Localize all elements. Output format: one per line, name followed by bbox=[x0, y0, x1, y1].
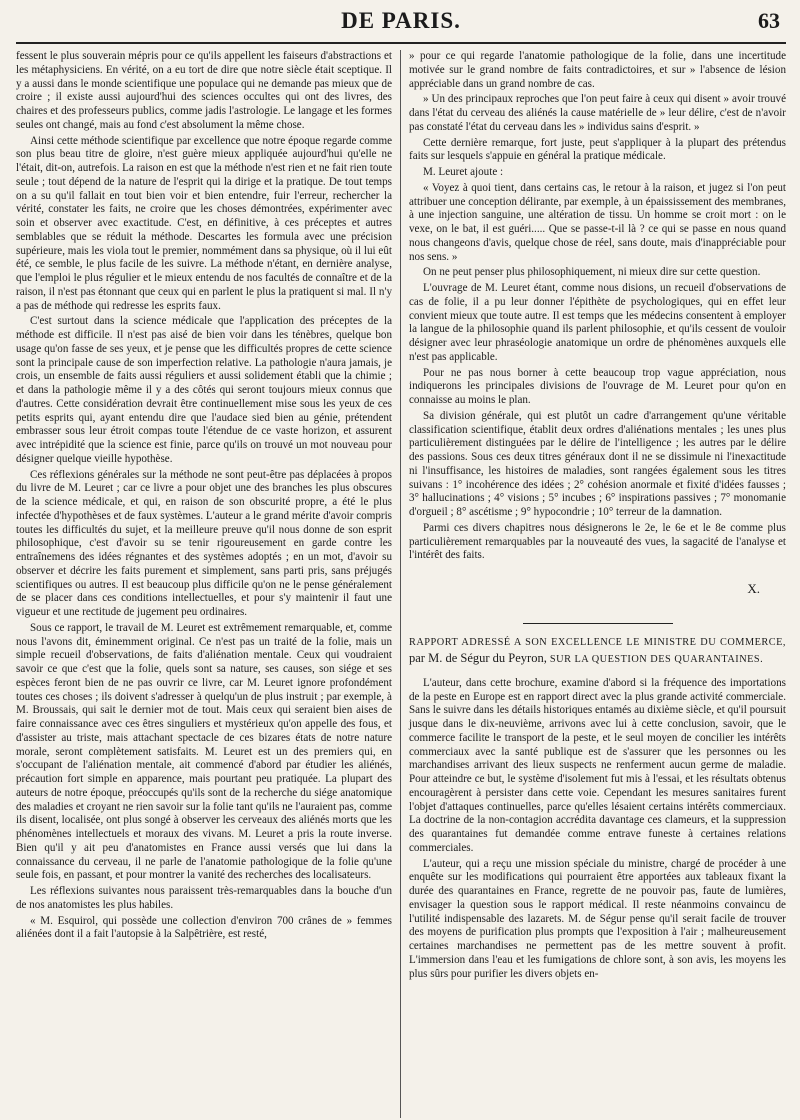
page-title: DE PARIS. bbox=[341, 8, 461, 33]
paragraph: L'auteur, dans cette brochure, examine d'abord si la fréquence des importations de la peste en Europe est en rapport direct avec la plus grande activité commerciale. Sans le suivre dans les détails historiques entamés au dixième siècle, et qu'il poursuit jusque dans le dix-neuvième, arrivons avec lui à cette conclusion, savoir, que le commerce facilite le transport de la peste, et le seul moyen de concilier les intérêts commerciaux avec la santé publique est de s'assurer que les personnes ou les marchandises arrivant des lieux suspects ne renferment aucun germe de maladie. Pour atteindre ce but, le système d'isolement fut mis à l'essai, et les résultats obtenus encouragèrent à persister dans cette voie. Cependant les mesures sanitaires furent l'objet d'attaques continuelles, parce qu'elles lésaient certains intérêts commerciaux. La doctrine de la non-contagion accrédita davantage ces clameurs, et la suppression des quarantaines fut demandée comme entrave funeste à certaines relations commerciales. bbox=[409, 676, 786, 854]
paragraph: fessent le plus souverain mépris pour ce qu'ils appellent les faiseurs d'abstractions et les métaphysiciens. En vérité, on a eu tort de dire que notre siècle était sceptique. Il y a aussi dans le monde scientifique une populace qui ne demande pas mieux que de croire ; il existe aussi aujourd'hui des sciences occultes qui ont des livres, des chaires et des professeurs publics, comme jadis l'astrologie. Le langage et les formes seules ont changé, mais au fond c'est absolument la même chose. bbox=[16, 50, 392, 131]
article-heading bbox=[409, 636, 786, 667]
heading-author: par M. de Ségur du Peyron, bbox=[409, 651, 547, 665]
text-columns bbox=[16, 50, 786, 1118]
paragraph: Pour ne pas nous borner à cette beaucoup trop vague appréciation, nous indiquerons les principales divisions de l'ouvrage de M. Leuret pour qu'on en connaisse au moins le plan. bbox=[409, 366, 786, 406]
paragraph: L'auteur, qui a reçu une mission spéciale du ministre, chargé de procéder à une enquête sur les modifications qui pourraient être apportées aux tableaux fixant la durée des quarantaines en France, regrette de ne pouvoir pas, faute de lumières, envisager la question sous le rapport médical. Il reste néanmoins convaincu de l'utilité indispensable des lazarets. M. de Ségur pense qu'il serait facile de trouver des moyens de purification plus prompts que l'exposition à l'air ; malheureusement certaines marchandises ne permettent pas de les mettre souvent à profit. L'immersion dans l'eau et les fumigations de chlore sont, à son avis, les moyens les plus sûrs pour purifier les divers objets en- bbox=[409, 857, 786, 980]
right-column bbox=[401, 50, 786, 1118]
paragraph: On ne peut penser plus philosophiquement, ni mieux dire sur cette question. bbox=[423, 266, 761, 279]
article-signature: X. bbox=[747, 581, 760, 596]
page-number: 63 bbox=[758, 8, 780, 33]
paragraph: Les réflexions suivantes nous paraissent très-remarquables dans la bouche d'un de nos anatomistes les plus habiles. bbox=[16, 885, 392, 911]
quote-paragraph: « M. Esquirol, qui possède une collection d'environ 700 crânes de » femmes aliénées dont il a fait l'autopsie à la Salpêtrière, est resté, bbox=[16, 914, 392, 941]
quote-paragraph: « Voyez à quoi tient, dans certains cas, le retour à la raison, et jugez si l'on peut attribuer une conception délirante, par exemple, à un épaississement des membranes, à une injection sanguine, une altération de tissu. Un homme se croit mort : on le vexe, on le bat, il est guéri..... Que se passe-t-il là ? ce qui se passe en nous quand nous changeons d'avis, quelque chose de réel, sans doute, mais d'inappréciable pour nos sens. » bbox=[409, 181, 786, 263]
quote-paragraph: » Un des principaux reproches que l'on peut faire à ceux qui disent » avoir trouvé dans l'état du cerveau des aliénés la cause matérielle de » leur délire, c'est de n'avoir pas constaté l'état du cerveau dans les » individus sains d'esprit. » bbox=[409, 93, 786, 133]
page-header bbox=[16, 0, 786, 44]
left-column bbox=[16, 50, 401, 1118]
heading-part-1: RAPPORT ADRESSÉ A SON EXCELLENCE LE MINISTRE DU COMMERCE, bbox=[409, 637, 786, 649]
quote-paragraph: » pour ce qui regarde l'anatomie pathologique de la folie, dans une incertitude motivée sur le grand nombre de faits contradictoires, et sur » l'absence de lésion appréciable dans un grand nombre de cas. bbox=[409, 50, 786, 90]
paragraph: C'est surtout dans la science médicale que l'application des préceptes de la méthode est difficile. Il n'est pas aisé de bien voir dans les ténèbres, quelque bon usage qu'on fasse de ses yeux, et je pense que les difficultés propres de cette science sont la principale cause de son imperfection relative. La pathologie n'aura jamais, je crois, un ensemble de faits aussi réguliers et aussi solidement établi que la chimie ; et dans la pathologie même il y a des côtés qui seront toujours mieux connus que d'autres. Cette considération devrait être continuellement mise sous les yeux de ces petits esprits qui, ayant entendu dire que l'audace sied bien au génie, prétendent embrasser sous leur étroit compas toute l'étendue de ce vaste horizon, et assurent avec intrépidité que la science est finie, parce qu'ils on trouvé un mot nouveau pour désigner quelque vieille hypothèse. bbox=[16, 315, 392, 465]
section-divider bbox=[523, 623, 673, 624]
paragraph: Ainsi cette méthode scientifique par excellence que notre époque regarde comme son plus beau titre de gloire, n'est guère mieux appliquée aujourd'hui qu'elle ne l'était, dit-on, autrefois. La raison en est que la méthode n'est rien et ne fait rien toute seule ; tout dépend de la nature de l'esprit qui la dirige et la pratique. De tout temps on a su qu'il fallait en tout bien voir et bien entendre, fuir l'erreur, rechercher la vérité, constater les faits, ne croire que les choses démontrées, expérimenter avec soin et observer avec exactitude. C'est, en définitive, à ces préceptes et autres semblables que se réduit la méthode. Descartes les formula avec une précision supérieure, mais les viola tout le premier, nommément dans sa physique, où il lui eût été, ce semble, le plus facile de les suivre. La méthode n'étant, en dernière analyse, que l'emploi le plus régulier et le mieux entendu de nos facultés de connaître et de la raison, il n'est pas étonnant que ceux qui en parlent le plus la pratiquent si mal. Il n'y a pas de méthode qui redresse les esprits faux. bbox=[16, 134, 392, 312]
heading-part-2: SUR LA QUESTION DES QUARANTAINES. bbox=[549, 654, 764, 665]
paragraph: Sous ce rapport, le travail de M. Leuret est extrêmement remarquable, et, comme nous l'avons dit, éminemment original. Ce n'est pas un traité de la folie, mais un simple recueil d'observations, de faits d'aliénation mentale. Ceux qui voudraient savoir ce que c'est que la folie, quels sont sa nature, ses causes, son siége et ses espèces feront bien de ne pas ouvrir ce livre, car M. Leuret ignore profondément toutes ces choses ; ils doivent s'adresser à quelqu'un de plus instruit ; par exemple, à M. Broussais, qui sait le dernier mot de tout. Mais ceux qui seraient bien aises de faire connaissance avec ces êtres singuliers et mystérieux qu'on appelle des fous, et d'assister au triste, mais attachant spectacle de ces bizares états de notre nature morale, seront complètement satisfaits. M. Leuret est un des premiers qui, en s'occupant de l'aliénation mentale, ait commencé d'abord par étudier les aliénés, précaution fort simple en apparence, mais pourtant peu pratiquée. La plupart des auteurs de notre époque, préoccupés qu'ils sont de la recherche du siége anatomique des maladies et croyant ne rien savoir sur la folie tant qu'ils ne l'auraient pas, comme ils disent, localisée, ont plus songé à observer les cerveaux des aliénés morts que les phénomènes intellectuels et moraux des vivans. M. Leuret a pris la route inverse. Bien qu'il y ait peu d'anatomistes en France aussi versés que lui dans la connaissance du cerveau, il ne parle de l'anatomie pathologique de la folie qu'une seule fois, en passant, et pour montrer la vanité des recherches des localisateurs. bbox=[16, 621, 392, 882]
paragraph: M. Leuret ajoute : bbox=[423, 166, 504, 178]
paragraph: Sa division générale, qui est plutôt un cadre d'arrangement qu'une véritable classification scientifique, établit deux ordres d'aliénations mentales ; les unes plus particulièrement distinguées par le délire de l'intelligence ; les autres par le délire des passions. Sous ces deux titres généraux dont il ne se dissimule ni l'inexactitude ni l'insuffisance, les histoires de maladies, sont rangées également sous les titres suivans : 1° incohérence des idées ; 2° cohésion anormale et fixité d'idées fausses ; 3° hallucinations ; 4° visions ; 5° incubes ; 6° inspirations passives ; 7° monomanie d'orgueil ; 8° ascétisme ; 9° hypocondrie ; 10° terreur de la damnation. bbox=[409, 409, 786, 518]
paragraph: L'ouvrage de M. Leuret étant, comme nous disions, un recueil d'observations de cas de folie, il a pu leur donner l'épithète de psychologiques, qui en effet leur convient mieux que toute autre. Il est temps que les médecins consentent à employer la langue de la philosophie quand ils parlent philosophie, et qu'ils cessent de vouloir désigner avec leur phraséologie anatomique un ordre de phénomènes auxquels elle n'est pas applicable. bbox=[409, 282, 786, 363]
paragraph: Parmi ces divers chapitres nous désignerons le 2e, le 6e et le 8e comme plus particulièrement remarquables par la nouveauté des vues, la sagacité de l'analyse et l'intérêt des faits. bbox=[409, 521, 786, 562]
paragraph: Ces réflexions générales sur la méthode ne sont peut-être pas déplacées à propos du livre de M. Leuret ; car ce livre a pour objet une des branches les plus obscures de la science médicale, et qui, en raison de son obscurité propre, a été le plus infectée d'hypothèses et de faux systèmes. L'auteur a le grand mérite d'avoir compris toutes les difficultés du sujet, et la meilleure preuve qu'il nous donne de son esprit philosophique, c'est d'avoir su se tenir rigoureusement en garde contre les entraînemens des idées régnantes et des systèmes adoptés ; en un mot, d'avoir su observer et décrire les faits purement et simplement, sans parti pris, sans préjugés scientifiques ou autres. Il est beaucoup plus difficile qu'on ne le pense généralement de se placer dans ces conditions intellectuelles, et pour s'y maintenir il faut une vigueur et une rectitude de jugement peu ordinaires. bbox=[16, 468, 392, 618]
paragraph: Cette dernière remarque, fort juste, peut s'appliquer à la plupart des prétendus faits sur lesquels s'appuie en général la pratique médicale. bbox=[409, 136, 786, 163]
